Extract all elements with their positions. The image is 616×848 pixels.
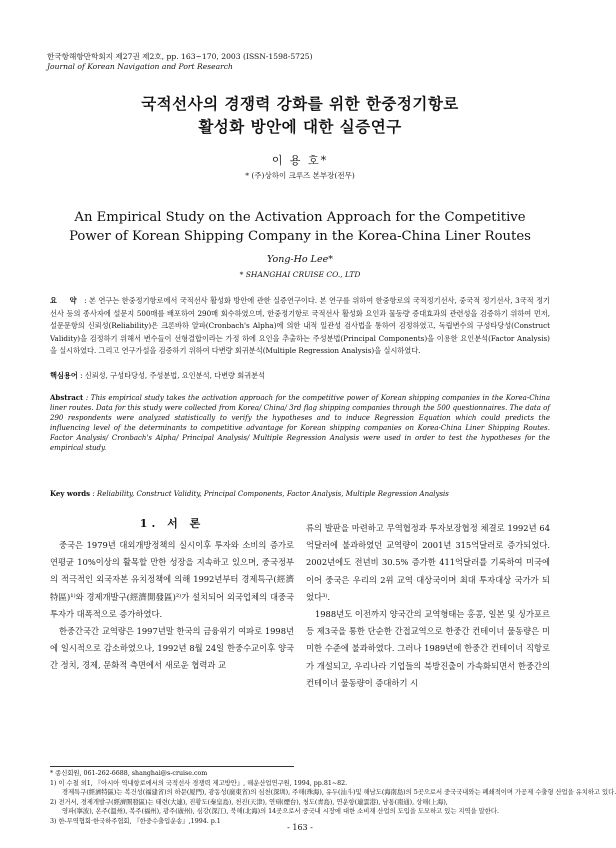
english-keywords-label: Key words	[50, 489, 91, 498]
korean-title-line-2: 활성화 방안에 대한 실증연구	[198, 117, 402, 136]
english-affiliation: * SHANGHAI CRUISE CO., LTD	[239, 270, 361, 279]
korean-title	[0, 92, 600, 138]
korean-abstract	[50, 295, 550, 358]
journal-header	[47, 52, 313, 72]
body-paragraph: 류의 발판을 마련하고 무역협정과 투자보장협정 체결로 1992년 64억달러에 불과하였던 교역량이 2001년 315억달러로 증가되었다. 2002년에도 전년비 30.5% 증가한 411억달러를 기록하여 미국에 이어 중국은 우리의 2위 교역 대상국이며 최대 투자대상 국가가 되었다³⁾.	[306, 523, 550, 602]
english-keywords-text: : Reliability, Construct Validity, Principal Components, Factor Analysis, Multiple Regression Analysis	[92, 490, 449, 498]
korean-title-line-1: 국적선사의 경쟁력 강화를 위한 한중정기항로	[141, 94, 459, 113]
footnote-divider	[50, 766, 294, 767]
english-title-line-1: An Empirical Study on the Activation Approach for the Competitive	[74, 210, 526, 225]
korean-abstract-text: : 본 연구는 한중정기항로에서 국적선사 활성화 방안에 관한 실증연구이다. 본 연구를 위하여 한중항로의 국적정기선사, 중국적 정기선사, 3국적 정기선사 등의 종사자에 설문지 500매를 배포하여 290매 회수하였으며, 한중정기항로 국적선사 활성화 요인과 물동량 증대효과의 관련성을 검증하기 위하여 먼저, 설문문항의 신뢰성(Reliability)은 크론바하 알파(Cronbach's Alpha)에 의한 내적 일관성 검사법을 통하여 검정하였고, 독립변수의 구성타당성(Construct Validity)을 검정하기 위해서 변수들이 선형결합이라는 가정 하에 요인을 추출하는 주성분법(Principal Components)을 이용한 요인분석(Factor Analysis)을 실시하였다. 그리고 연구가설을 검증하기 위하여 다변량 회귀분석(Multiple Regression Analysis)을 실시하였다.	[50, 296, 550, 356]
body-paragraph: 중국은 1979년 대외개방정책의 실시이후 투자와 소비의 증가로 연평균 10%이상의 활목할 만한 성장을 지속하고 있으며, 중국정부의 적극적인 외국자본 유치정책에 의해 1992년부터 경제특구(經濟特區)¹⁾와 경제개발구(經濟開發區)²⁾가 설치되어 외국업체의 대중국 투자가 대폭적으로 증가하였다.	[50, 540, 294, 619]
korean-keywords	[50, 371, 550, 381]
footnote: 1) 이 수철 외1, 『아시아 역내항로에서의 국적선사 경쟁력 제고방안』, 해운산업연구원, 1994, pp.81~82.	[50, 779, 348, 787]
english-author: Yong-Ho Lee*	[267, 254, 333, 265]
korean-affiliation: * (주)상하이 크루즈 본부장(전무)	[245, 171, 355, 180]
english-title	[0, 208, 600, 246]
body-paragraph: 1988년도 이전까지 양국간의 교역형태는 홍콩, 일본 및 싱가포르 등 제3국을 통한 단순한 간접교역으로 한중간 컨테이너 물동량은 미미한 수준에 불과하였다. 그러나 1989년에 한중간 컨테이너 직항로가 개설되고, 우리나라 기업들의 북방진출이 가속화되면서 한중간의 컨테이너 물동량이 증대하기 시	[306, 609, 550, 688]
footnote: * 종신회원, 061-262-6688, shanghai@s-cruise.com	[50, 770, 208, 777]
korean-author: 이 용 호*	[271, 154, 329, 167]
body-column-left	[50, 515, 294, 675]
body-column-right	[306, 520, 550, 692]
korean-abstract-label: 요 약	[50, 296, 82, 305]
english-abstract	[50, 393, 550, 454]
english-abstract-label: Abstract	[50, 393, 84, 402]
body-paragraph: 한중간국간 교역량은 1997년말 한국의 금융위기 여파로 1998년에 일시적으로 감소하였으나, 1992년 8월 24일 한중수교이후 양국간 정치, 경제, 문화적 측면에서 새로운 협력과 교	[50, 626, 294, 671]
footnote-continuation: 영파(寧波), 온주(溫州), 복주(福州), 광주(廣州), 심강(深江), 북해(北海)의 14곳으로서 중국내 시장에 대한 소비재 산업의 도입을 도모하고 있는 지역을 말한다.	[62, 808, 499, 816]
journal-english-name: Journal of Korean Navigation and Port Research	[47, 62, 233, 71]
korean-keywords-label: 핵심용어	[50, 371, 78, 380]
footnote-continuation: 경제특구(經濟特區)는 복건성(福建省)의 하문(厦門), 광동성(廣東省)의 심천(深圳), 주해(珠海), 유두(汕斗)및 해남도(海南島)의 5곳으로서 중국국내와는 폐쇄적이며 가공제 수출형 산업을 유치하고 있다.	[62, 789, 616, 797]
english-keywords	[50, 489, 550, 498]
footnotes	[50, 769, 616, 827]
english-title-line-2: Power of Korean Shipping Company in the Korea-China Liner Routes	[69, 229, 531, 244]
english-abstract-text: : This empirical study takes the activation approach for the competitive power of Korean shipping companies in the Korea-China liner routes. Data for this study were collected from Korea/ China/ 3rd flag shipping companies through the 500 questionnaires. The data of 290 respondents were analyzed statistically to verify the hypotheses and to induce Regression Equation which could predicts the influencing level of the determinants to competitive advantage for Korean shipping companies on Korea-China Liner Shipping Routes. Factor Analysis/ Cronbach's Alpha/ Principal Analysis/ Multiple Regression Analysis were used in order to test the hypotheses for the empirical study.	[50, 394, 550, 453]
footnote: 2) 전거서, 경제개발구(經濟開發區)는 태련(大連), 진황도(秦皇島), 천진(天津), 연태(煙台), 청도(靑島), 연운항(連雲港), 남통(南通), 상해(上海),	[50, 798, 448, 806]
korean-keywords-text: : 신뢰성, 구성타당성, 주성분법, 요인분석, 다변량 회귀분석	[80, 371, 266, 380]
footnote: 3) 한-무역협회·한국하주협회, 『한중수출입운송』,1994. p.1	[50, 817, 221, 825]
page-number: - 163 -	[287, 823, 313, 832]
journal-citation: 한국항해항만학회지 제27권 제2호, pp. 163~170, 2003 (ISSN-1598-5725)	[47, 52, 313, 61]
section-heading-introduction: 1. 서 론	[139, 517, 205, 530]
